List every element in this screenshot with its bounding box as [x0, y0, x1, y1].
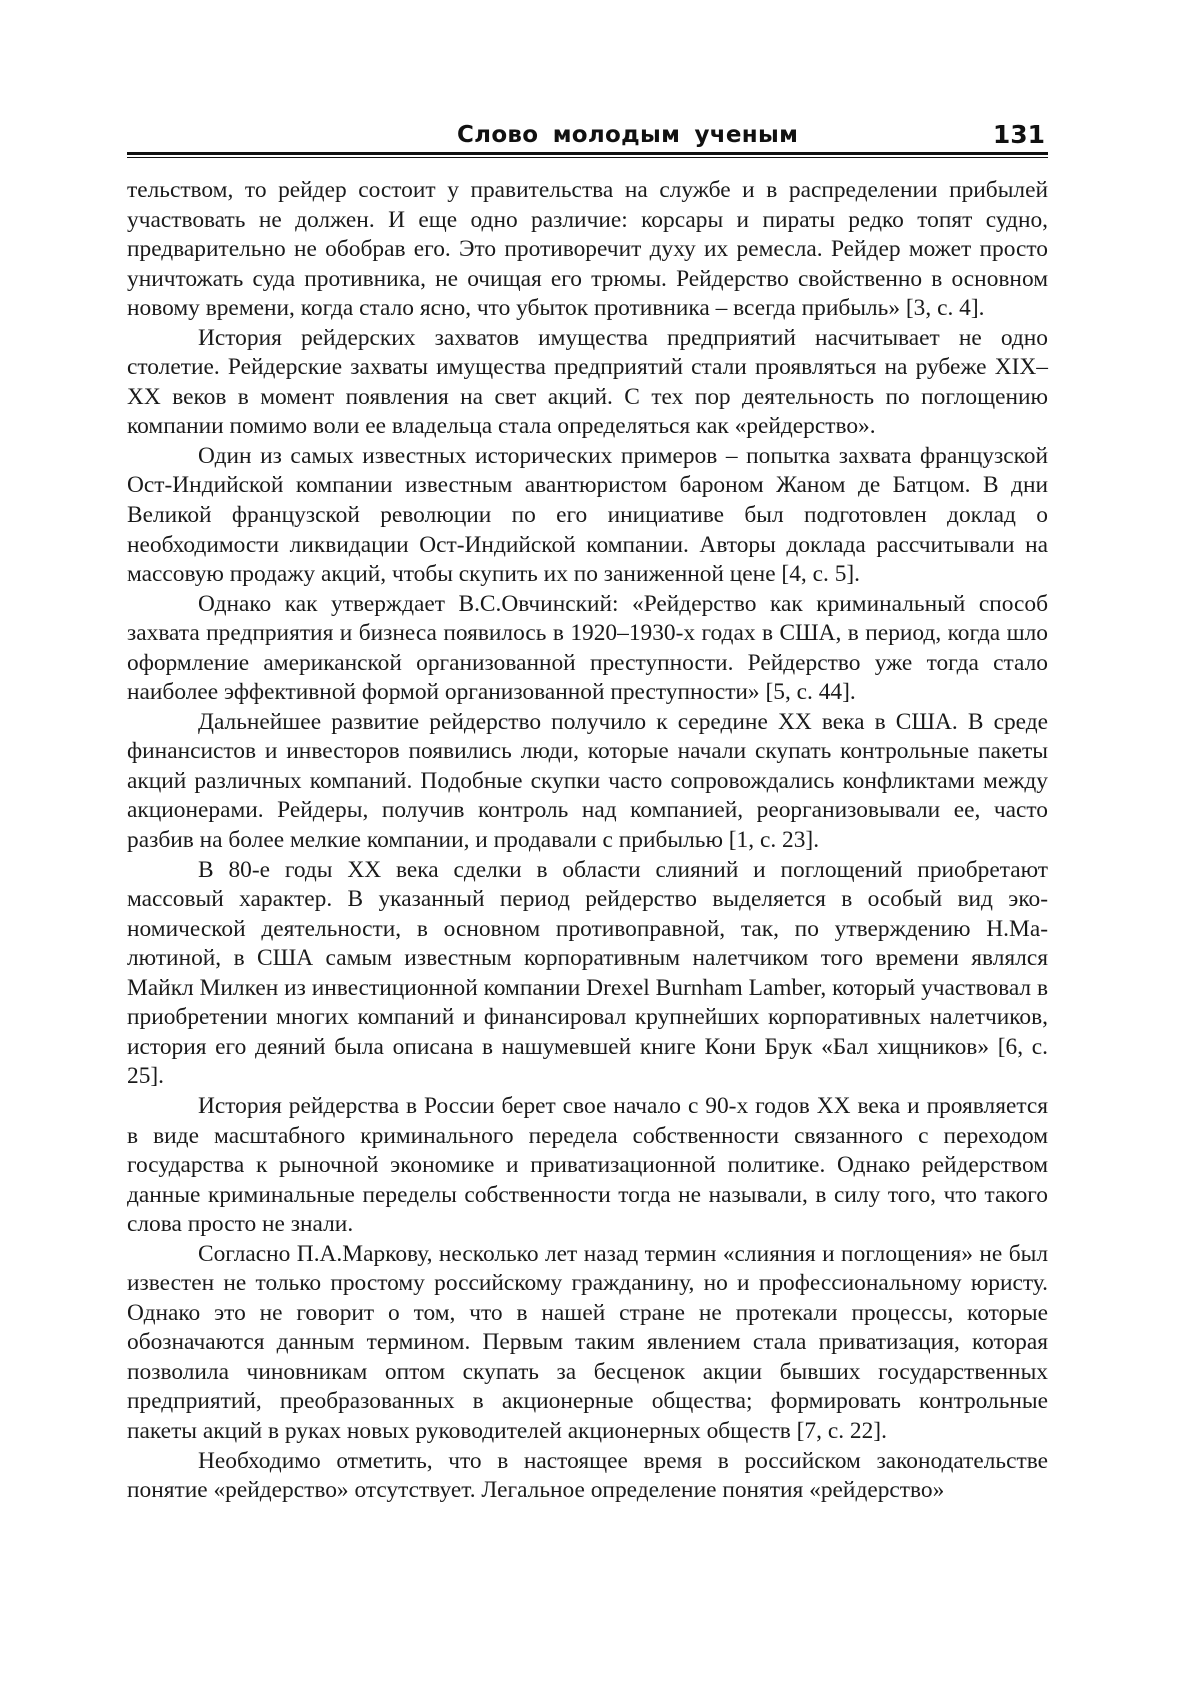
page-number: 131	[992, 120, 1045, 149]
paragraph: Один из самых известных исторических примеров – попытка захвата французской Ост-Индийской компании известным авантюристом бароном Жаном де Батцом. В дни Великой французской революции по его инициативе был подготовлен доклад о необходимости ликвидации Ост-Индийской компании. Авторы доклада рассчитывали на массовую продажу акций, чтобы скупить их по заниженной цене [4, с. 5].	[127, 442, 1048, 588]
paragraph: Необходимо отметить, что в настоящее время в российском законодательстве понятие «рейдерство» отсутствует. Легальное определение понятия «рейдерство»	[127, 1447, 1048, 1504]
page-header	[127, 118, 1048, 152]
paragraph: Однако как утверждает В.С.Овчинский: «Рейдерство как криминальный способ захвата предприятия и бизнеса появилось в 1920–1930-х годах в США, в период, когда шло оформление американской организованной преступности. Рейдерство уже тогда стало наиболее эффективной формой организованной преступности» [5, с. 44].	[127, 590, 1048, 706]
body-text	[127, 176, 1048, 1506]
running-title: Слово молодым ученым	[457, 122, 799, 148]
paragraph: История рейдерства в России берет свое начало с 90-х годов XX века и проявляется в виде масштабного криминального передела собственности связанного с переходом государства к рыночной экономике и приватизационной политике. Однако рейдерством данные криминальные переделы собственности тогда не называли, в силу того, что такого слова просто не знали.	[127, 1092, 1048, 1238]
header-rule-thin	[127, 157, 1048, 158]
paragraph: В 80-е годы XX века сделки в области слияний и поглощений приобретают массовый характер. В указанный период рейдерство выделяется в особый вид экономической деятельности, в основном противоправной, так, по утверждению Н.Малютиной, в США самым известным корпоративным налетчиком того времени являлся Майкл Милкен из инвестиционной компании Drexel Burnham Lamber, который участвовал в приобретении многих компаний и финансировал крупнейших корпоративных налетчиков, история его деяний была описана в нашумевшей книге Кони Брук «Бал хищников» [6, с. 25].	[127, 856, 1048, 1090]
paragraph: История рейдерских захватов имущества предприятий насчитывает не одно столетие. Рейдерские захваты имущества предприятий стали проявляться на рубеже XIX–XX веков в момент появления на свет акций. С тех пор деятельность по поглощению компании помимо воли ее владельца стала определяться как «рейдерство».	[127, 324, 1048, 440]
paragraph: Дальнейшее развитие рейдерство получило к середине XX века в США. В среде финансистов и инвесторов появились люди, которые начали скупать контрольные пакеты акций различных компаний. Подобные скупки часто сопровождались конфликтами между акционерами. Рейдеры, получив контроль над компанией, реорганизовывали ее, часто разбив на более мелкие компании, и продавали с прибылью [1, с. 23].	[127, 708, 1048, 854]
paragraph: Согласно П.А.Маркову, несколько лет назад термин «слияния и поглощения» не был известен не только простому российскому гражданину, но и профессиональному юристу. Однако это не говорит о том, что в нашей стране не протекали процессы, которые обозначаются данным термином. Первым таким явлением стала приватизация, которая позволила чиновникам оптом скупать за бесценок акции бывших государственных предприятий, преобразованных в акционерные общества; формировать контрольные пакеты акций в руках новых руководителей акционерных обществ [7, с. 22].	[127, 1240, 1048, 1444]
paragraph: тельством, то рейдер состоит у правительства на службе и в распределении прибылей участвовать не должен. И еще одно различие: корсары и пираты редко топят судно, предварительно не обобрав его. Это противоречит духу их ремесла. Рейдер может просто уничтожать суда противника, не очищая его трюмы. Рейдерство свойственно в основном новому времени, когда стало ясно, что убыток противника – всегда прибыль» [3, с. 4].	[127, 177, 1048, 322]
header-rule-thick	[127, 152, 1048, 155]
